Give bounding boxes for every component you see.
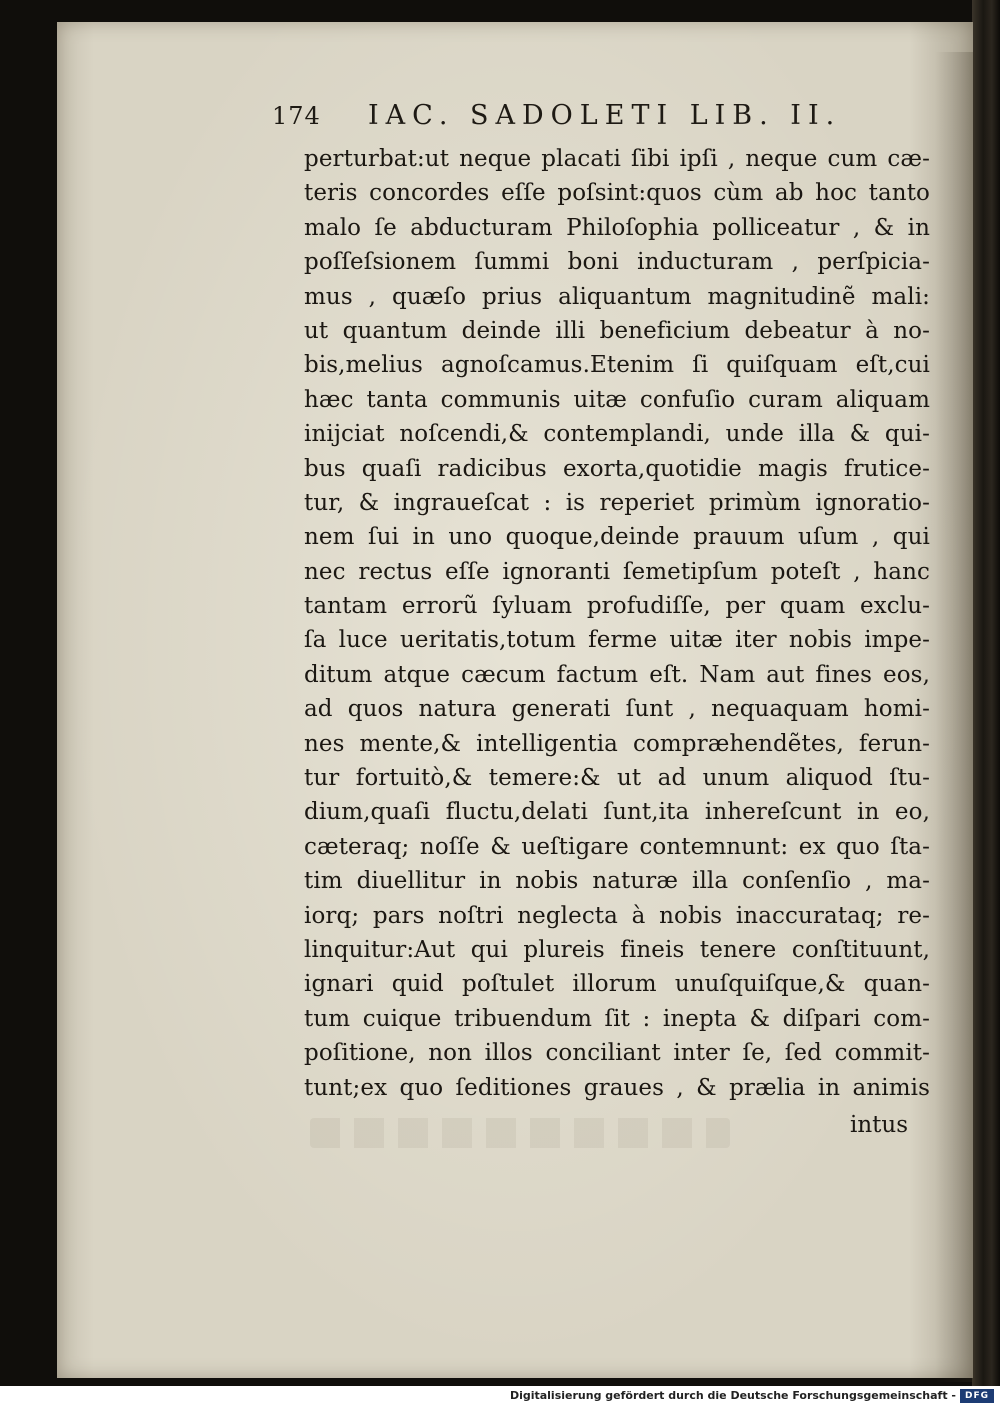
page-number: 174 xyxy=(272,102,321,130)
running-title: IAC. SADOLETI LIB. II. xyxy=(368,100,842,131)
text-line: tunt;ex quo ſeditiones graues , & prælia in animis xyxy=(304,1074,930,1101)
text-line: poſitione, non illos conciliant inter ſe, ſed commit- xyxy=(304,1040,930,1067)
text-line: tim diuellitur in nobis naturæ illa conſenſio , ma- xyxy=(304,868,930,895)
text-line: ignari quid poſtulet illorum unuſquiſque,& quan- xyxy=(304,971,930,998)
text-line: ut quantum deinde illi beneficium debeatur à no- xyxy=(304,317,930,344)
text-line: bis,melius agnoſcamus.Etenim ſi quiſquam eſt,cui xyxy=(304,352,930,379)
text-line: teris concordes eſſe poſsint:quos cùm ab hoc tanto xyxy=(304,180,930,207)
page-curl-shadow xyxy=(935,52,975,1382)
text-line: perturbat:ut neque placati ſibi ipſi , neque cum cæ- xyxy=(304,146,930,172)
text-line: bus quaſi radicibus exorta,quotidie magis frutice- xyxy=(304,455,930,482)
text-line: hæc tanta communis uitæ confuſio curam aliquam xyxy=(304,386,930,413)
text-line: nem ſui in uno quoque,deinde prauum uſum , qui xyxy=(304,524,930,551)
book-binding-edge xyxy=(972,0,1000,1386)
dfg-logo-icon: DFG xyxy=(960,1389,994,1403)
text-line: tum cuique tribuendum ſit : inepta & diſpari com- xyxy=(304,1005,930,1032)
text-line: tur, & ingraueſcat : is reperiet primùm ignoratio- xyxy=(304,489,930,516)
footer-bar xyxy=(0,1386,1000,1406)
text-line: ſa luce ueritatis,totum ferme uitæ iter nobis impe- xyxy=(304,627,930,654)
text-line: ad quos natura generati ſunt , nequaquam homi- xyxy=(304,696,930,723)
show-through-ink xyxy=(310,1118,730,1148)
funding-credit: Digitalisierung gefördert durch die Deutsche Forschungsgemeinschaft - xyxy=(509,1389,956,1402)
catchword: intus xyxy=(850,1112,909,1138)
text-line: inijciat noſcendi,& contemplandi, unde illa & qui- xyxy=(304,421,930,448)
text-line: tur fortuitò,& temere:& ut ad unum aliquod ſtu- xyxy=(304,765,930,792)
text-line: nes mente,& intelligentia compræhendẽtes, ferun- xyxy=(304,730,930,757)
running-head xyxy=(272,98,872,138)
text-line: malo ſe abducturam Philoſophia polliceatur , & in xyxy=(304,214,930,241)
text-line: dium,quaſi fluctu,delati ſunt,ita inhereſcunt in eo, xyxy=(304,799,930,826)
text-line: cæteraq; noſſe & ueſtigare contemnunt: ex quo ſta- xyxy=(304,833,930,860)
text-line: nec rectus eſſe ignoranti ſemetipſum poteſt , hanc xyxy=(304,558,930,585)
text-line: poſſeſsionem ſummi boni inducturam , perſpicia- xyxy=(304,249,930,276)
text-line: ditum atque cæcum factum eſt. Nam aut fines eos, xyxy=(304,661,930,688)
text-line: linquitur:Aut qui plureis fineis tenere conſtituunt, xyxy=(304,936,930,963)
text-line: iorq; pars noſtri neglecta à nobis inaccurataq; re- xyxy=(304,902,930,929)
text-line: mus , quæſo prius aliquantum magnitudinẽ mali: xyxy=(304,283,930,310)
text-line: tantam errorũ ſyluam profudiſſe, per quam exclu- xyxy=(304,593,930,620)
body-text xyxy=(304,142,930,1105)
